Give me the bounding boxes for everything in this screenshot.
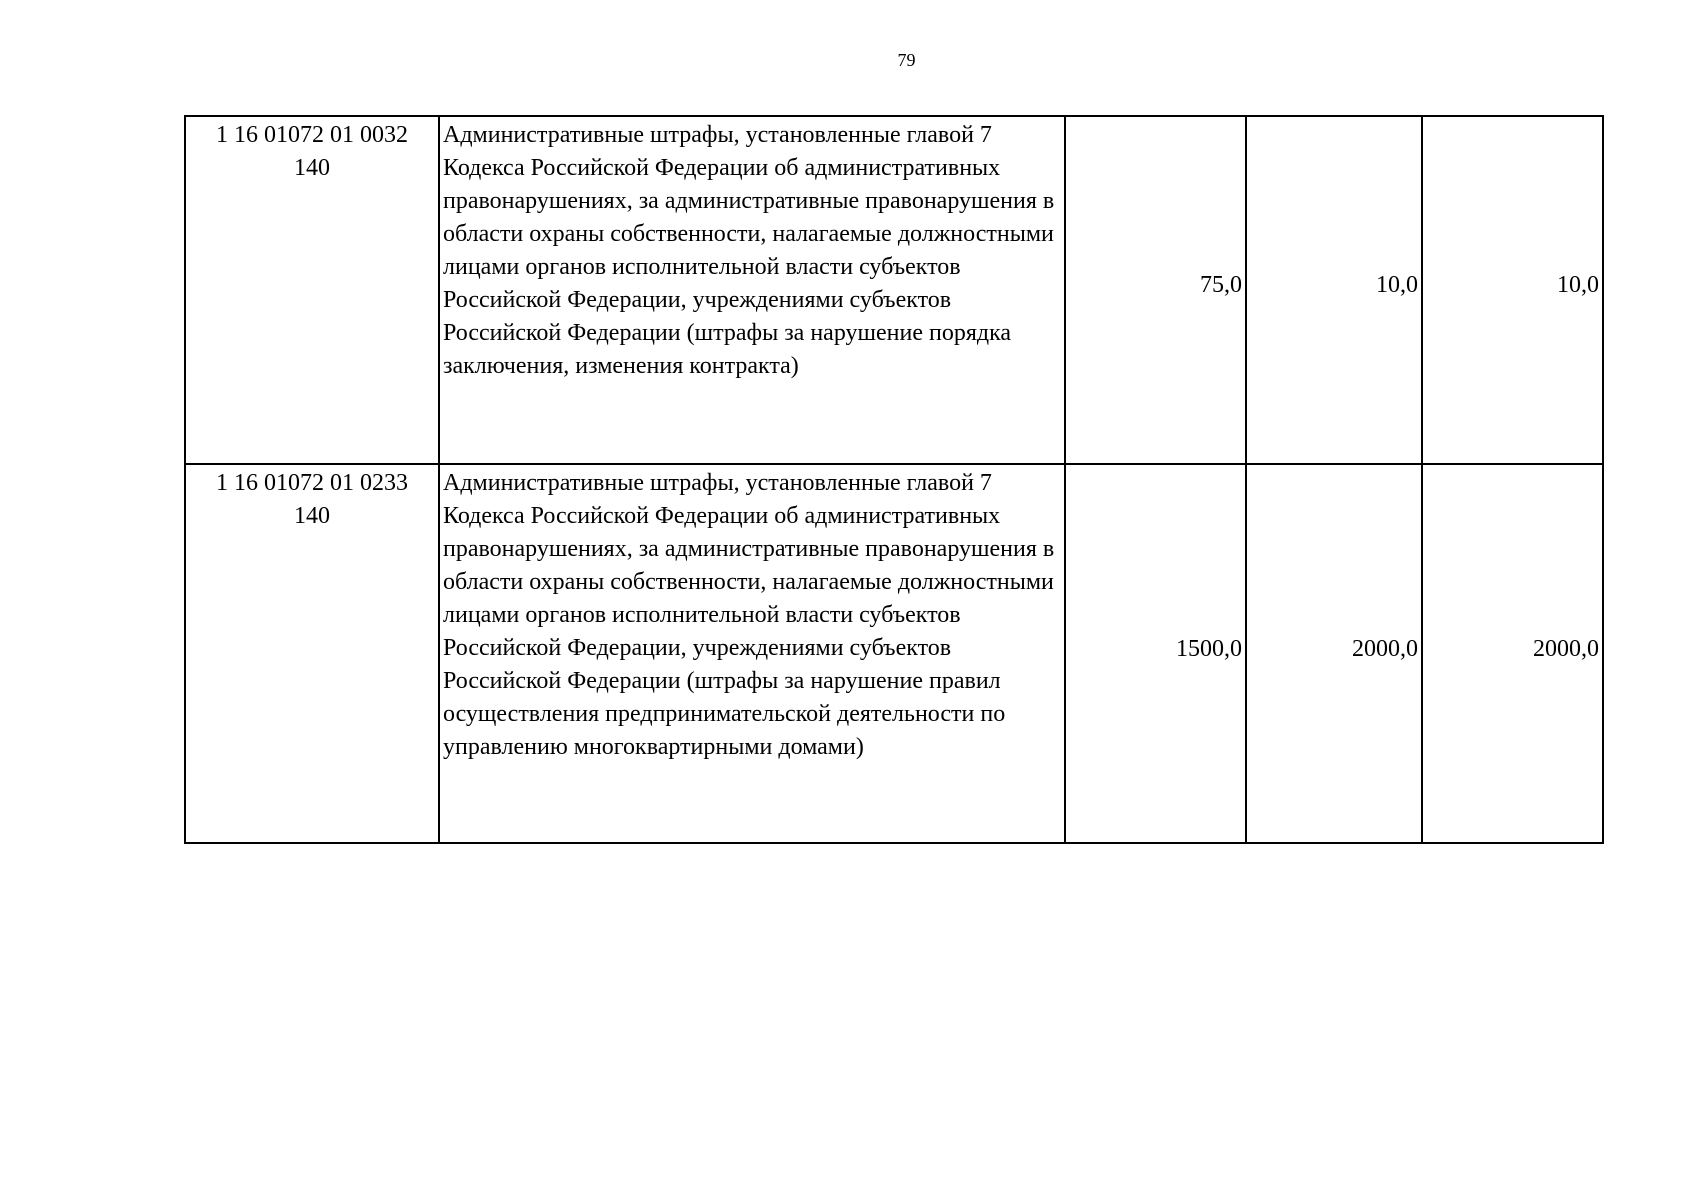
table-row	[185, 464, 1603, 843]
amount-cell-2: 10,0	[1246, 116, 1422, 464]
amount-cell-1: 1500,0	[1065, 464, 1246, 843]
page-number: 79	[897, 50, 916, 70]
budget-code-cell	[185, 116, 439, 464]
budget-code-line: 1 16 01072 01 0233	[216, 470, 408, 496]
revenue-name-cell: Административные штрафы, установленные главой 7 Кодекса Российской Федерации об административных правонарушениях, за административные правонарушения в области охраны собственности, налагаемые должностными лицами органов исполнительной власти субъектов Российской Федерации, учреждениями субъектов Российской Федерации (штрафы за нарушение порядка заключения, изменения контракта)	[439, 116, 1065, 464]
table-row	[185, 116, 1603, 464]
budget-table	[184, 115, 1604, 844]
budget-code-cell	[185, 464, 439, 843]
revenue-name-cell: Административные штрафы, установленные главой 7 Кодекса Российской Федерации об административных правонарушениях, за административные правонарушения в области охраны собственности, налагаемые должностными лицами органов исполнительной власти субъектов Российской Федерации, учреждениями субъектов Российской Федерации (штрафы за нарушение правил осуществления предпринимательской деятельности по управлению многоквартирными домами)	[439, 464, 1065, 843]
amount-cell-2: 2000,0	[1246, 464, 1422, 843]
amount-cell-3: 10,0	[1422, 116, 1603, 464]
amount-cell-3: 2000,0	[1422, 464, 1603, 843]
budget-code-line: 140	[294, 155, 330, 181]
budget-code-line: 1 16 01072 01 0032	[216, 122, 408, 148]
amount-cell-1: 75,0	[1065, 116, 1246, 464]
budget-code-line: 140	[294, 503, 330, 529]
